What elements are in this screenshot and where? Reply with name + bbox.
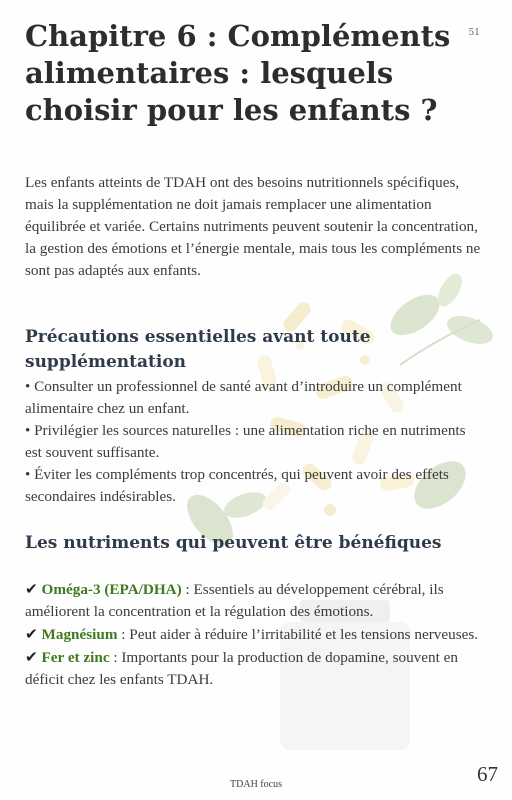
precaution-item: • Éviter les compléments trop concentrés, qui peuvent avoir des effets secondaires indésirables. [25, 466, 449, 505]
nutrient-name: Fer et zinc [41, 649, 110, 666]
intro-paragraph: Les enfants atteints de TDAH ont des besoins nutritionnels spécifiques, mais la supplémentation ne doit jamais remplacer une alimentation équilibrée et variée. Certains nutriments peuvent soutenir la concentration, la gestion des émotions et l’énergie mentale, mais tous les compléments ne sont pas adaptés aux enfants. [25, 174, 481, 279]
nutrients-heading: Les nutriments qui peuvent être bénéfiques [25, 533, 442, 553]
precaution-item: • Privilégier les sources naturelles : une alimentation riche en nutriments est souvent suffisante. [25, 422, 466, 461]
precautions-heading: Précautions essentielles avant toute supplémentation [25, 327, 371, 372]
nutrients-list [25, 578, 490, 691]
nutrient-name: Oméga-3 (EPA/DHA) [41, 581, 182, 598]
chapter-title: Chapitre 6 : Compléments alimentaires : lesquels choisir pour les enfants ? [25, 19, 451, 127]
precaution-item: • Consulter un professionnel de santé avant d’introduire un complément alimentaire chez un enfant. [25, 378, 462, 417]
checkmark-icon: ✔ [25, 580, 38, 598]
nutrient-description: : Importants pour la production de dopamine, souvent en déficit chez les enfants TDAH. [25, 649, 458, 688]
nutrient-description: : Essentiels au développement cérébral, ils améliorent la concentration et la régulation des émotions. [25, 581, 444, 620]
nutrient-description: : Peut aider à réduire l’irritabilité et les tensions nerveuses. [117, 626, 479, 643]
checkmark-icon: ✔ [25, 625, 38, 643]
page-number: 67 [477, 762, 498, 786]
nutrient-item [25, 623, 490, 646]
checkmark-icon: ✔ [25, 648, 38, 666]
nutrient-item [25, 646, 490, 691]
corner-page-number: 51 [468, 28, 480, 38]
precautions-list [25, 376, 485, 508]
nutrient-item [25, 578, 490, 623]
footer-label: TDAH focus [230, 779, 282, 790]
nutrient-name: Magnésium [41, 626, 118, 643]
